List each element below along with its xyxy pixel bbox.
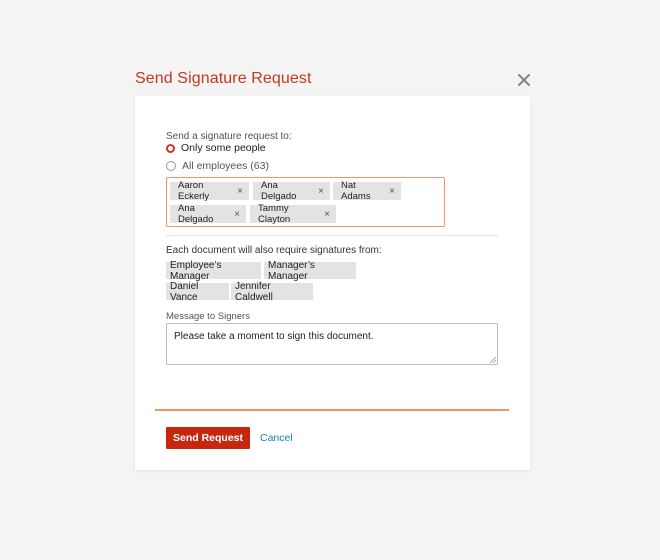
message-textarea[interactable] <box>166 323 498 365</box>
person-chip <box>250 205 336 223</box>
person-chip-label: Tammy Clayton <box>258 203 291 225</box>
divider-accent <box>155 409 509 411</box>
person-chip <box>253 182 330 200</box>
person-chip <box>333 182 401 200</box>
person-chip-label: Ana Delgado <box>178 203 214 225</box>
radio-unchecked-icon[interactable] <box>166 161 176 171</box>
remove-icon[interactable]: × <box>389 185 395 197</box>
close-icon[interactable] <box>515 71 533 89</box>
radio-all-employees[interactable] <box>166 159 269 173</box>
radio-label: All employees (63) <box>182 160 269 172</box>
radio-label: Only some people <box>181 142 266 154</box>
radio-checked-icon[interactable] <box>166 144 175 153</box>
person-chip <box>170 205 246 223</box>
signer-tag: Manager’s Manager <box>264 262 356 279</box>
person-chip-label: Ana Delgado <box>261 180 297 202</box>
message-text: Please take a moment to sign this document. <box>174 331 374 342</box>
required-signers-label: Each document will also require signatures from: <box>166 245 382 256</box>
cancel-link[interactable]: Cancel <box>260 432 293 444</box>
person-chip-label: Aaron Eckerly <box>178 180 210 202</box>
send-request-button[interactable]: Send Request <box>166 427 250 449</box>
resize-handle-icon[interactable] <box>490 357 496 363</box>
signer-tag: Daniel Vance <box>166 283 229 300</box>
signer-tag: Jennifer Caldwell <box>231 283 313 300</box>
remove-icon[interactable]: × <box>318 185 324 197</box>
page-title: Send Signature Request <box>135 70 312 87</box>
divider <box>166 235 498 236</box>
remove-icon[interactable]: × <box>324 208 330 220</box>
person-chip-label: Nat Adams <box>341 180 371 202</box>
person-chip <box>170 182 249 200</box>
remove-icon[interactable]: × <box>234 208 240 220</box>
signer-tag: Employee’s Manager <box>166 262 261 279</box>
remove-icon[interactable]: × <box>237 185 243 197</box>
radio-only-some-people[interactable] <box>166 141 266 155</box>
recipients-label: Send a signature request to: <box>166 131 292 142</box>
message-label: Message to Signers <box>166 311 250 322</box>
